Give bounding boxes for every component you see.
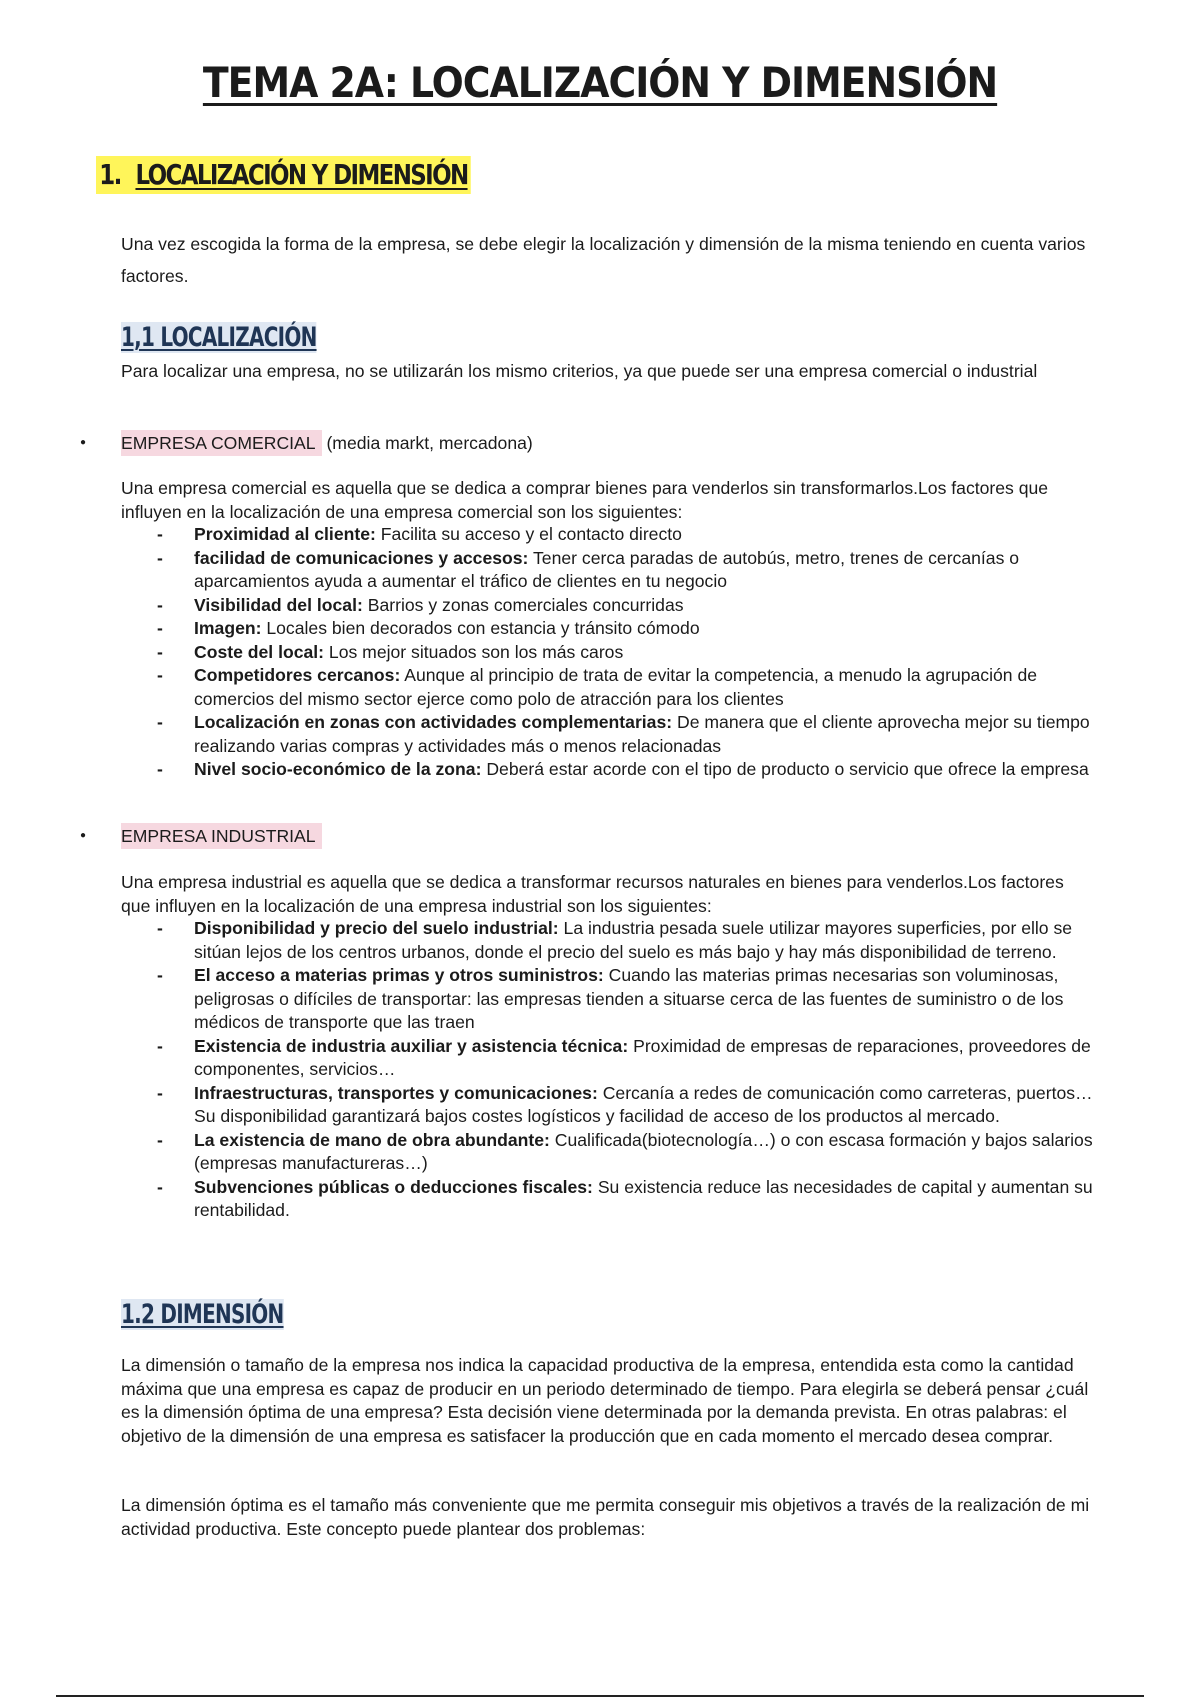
factor-term: Localización en zonas con actividades complementarias: [194,712,673,732]
bullet-dot-icon [80,824,121,848]
dash-bullet-icon: - [157,665,163,685]
dimension-paragraph-2: La dimensión óptima es el tamaño más conveniente que me permita conseguir mis objetivos a través de la realización de mi actividad productiva. Este concepto puede plantear dos problemas: [121,1495,1090,1539]
section-heading-1 [96,156,471,194]
factor-term: Coste del local: [194,641,325,662]
factor-item [121,1176,1096,1223]
factor-text: Facilita su acceso y el contacto directo [380,524,682,544]
section-number: 1. [99,158,121,191]
empresa-comercial-examples: (media markt, mercadona) [326,433,533,453]
factor-item [121,664,1096,711]
dash-bullet-icon: - [157,524,163,544]
section-intro: Una vez escogida la forma de la empresa, se debe elegir la localización y dimensión de la misma teniendo en cuenta varios factores. [121,234,1086,286]
factor-term: La existencia de mano de obra abundante: [194,1129,550,1150]
factor-item [121,523,1096,547]
factor-item [121,1035,1096,1082]
factor-item [121,917,1096,964]
factor-text: Su existencia reduce las necesidades de capital y aumentan su rentabilidad. [194,1176,1093,1220]
factor-text: Barrios y zonas comerciales concurridas [367,594,684,615]
dash-bullet-icon: - [157,618,163,638]
factor-item [121,641,1096,665]
dash-bullet-icon: - [157,1035,163,1056]
factor-text: Los mejor situados son los más caros [328,641,624,662]
factor-term: Proximidad al cliente: [194,524,376,544]
dash-bullet-icon: - [157,759,163,779]
factor-text: Cualificada(biotecnología…) o con escasa formación y bajos salarios (empresas manufactureras…) [194,1129,1093,1173]
factor-term: Imagen: [194,618,262,638]
factor-term: Nivel socio-económico de la zona: [194,759,482,779]
bullet-empresa-industrial [80,823,322,849]
factor-item [121,758,1096,782]
factor-term: Competidores cercanos: [194,665,401,685]
factor-term: Existencia de industria auxiliar y asistencia técnica: [194,1035,629,1056]
bullet-empresa-comercial [80,430,533,456]
footer-divider [56,1695,1144,1697]
factor-term: Visibilidad del local: [194,594,363,615]
section-heading-text: LOCALIZACIÓN Y DIMENSIÓN [135,158,468,191]
dash-bullet-icon: - [157,641,163,662]
dash-bullet-icon: - [157,547,163,568]
dash-bullet-icon: - [157,965,163,985]
factor-text: De manera que el cliente aprovecha mejor su tiempo realizando varias compras y actividades más o menos relacionadas [194,712,1090,756]
factor-item [121,1129,1096,1176]
factor-term: Infraestructuras, transportes y comunicaciones: [194,1082,598,1103]
factor-term: facilidad de comunicaciones y accesos: [194,547,529,568]
factor-text: Aunque al principio de trata de evitar la competencia, a menudo la agrupación de comercios del mismo sector ejerce como polo de atracción para los clientes [194,665,1038,709]
localizacion-intro: Para localizar una empresa, no se utilizarán los mismo criterios, ya que puede ser una empresa comercial o industrial [121,361,1038,381]
dash-bullet-icon: - [157,1176,163,1197]
bullet-dot-icon [80,431,121,455]
comercial-intro: Una empresa comercial es aquella que se dedica a comprar bienes para venderlos sin transformarlos.Los factores que influyen en la localización de una empresa comercial son los siguientes: [121,478,1049,522]
factor-term: Disponibilidad y precio del suelo industrial: [194,918,559,938]
factor-item [121,711,1096,758]
factor-item [121,617,1096,641]
factor-text: Tener cerca paradas de autobús, metro, trenes de cercanías o aparcamientos ayuda a aumentar el tráfico de clientes en tu negocio [194,547,1020,591]
factor-text: La industria pesada suele utilizar mayores superficies, por ello se sitúan lejos de los centros urbanos, donde el precio del suelo es más bajo y hay más disponibilidad de terreno. [194,918,1073,962]
factor-text: Cuando las materias primas necesarias son voluminosas, peligrosas o difíciles de transportar: las empresas tienden a situarse cerca de las fuentes de suministro o de los médicos de transporte que las traen [194,965,1064,1032]
subheading-localizacion: 1,1 LOCALIZACIÓN [121,322,317,353]
factor-text: Locales bien decorados con estancia y tránsito cómodo [266,618,700,638]
dash-bullet-icon: - [157,1082,163,1103]
factor-term: El acceso a materias primas y otros suministros: [194,965,604,985]
dimension-paragraph-1: La dimensión o tamaño de la empresa nos indica la capacidad productiva de la empresa, entendida esta como la cantidad máxima que una empresa es capaz de producir en un periodo determinado de tiempo. Para elegirla se deberá pensar ¿cuál es la dimensión óptima de una empresa? Esta decisión viene determinada por la demanda prevista. En otras palabras: el objetivo de la dimensión de una empresa es satisfacer la producción que en cada momento el mercado desea comprar. [121,1355,1089,1446]
factor-text: Cercanía a redes de comunicación como carreteras, puertos… Su disponibilidad garantizará bajos costes logísticos y facilidad de acceso de los productos al mercado. [194,1082,1093,1126]
dash-bullet-icon: - [157,594,163,615]
factor-text: Deberá estar acorde con el tipo de producto o servicio que ofrece la empresa [486,759,1089,779]
industrial-intro: Una empresa industrial es aquella que se dedica a transformar recursos naturales en bienes para venderlos.Los factores que influyen en la localización de una empresa industrial son los siguientes: [121,872,1064,916]
dash-bullet-icon: - [157,918,163,938]
empresa-industrial-label: EMPRESA INDUSTRIAL [121,823,322,849]
empresa-comercial-label: EMPRESA COMERCIAL [121,430,322,456]
factor-item [121,1082,1096,1129]
dash-bullet-icon: - [157,712,163,732]
factor-item [121,594,1096,618]
industrial-factors-list [121,917,1096,1223]
comercial-factors-list [121,523,1096,782]
factor-term: Subvenciones públicas o deducciones fiscales: [194,1176,593,1197]
dash-bullet-icon: - [157,1129,163,1150]
factor-text: Proximidad de empresas de reparaciones, proveedores de componentes, servicios… [194,1035,1091,1079]
subheading-dimension: 1.2 DIMENSIÓN [121,1299,284,1330]
factor-item [121,547,1096,594]
factor-item [121,964,1096,1035]
page-title: TEMA 2A: LOCALIZACIÓN Y DIMENSIÓN [202,58,998,107]
